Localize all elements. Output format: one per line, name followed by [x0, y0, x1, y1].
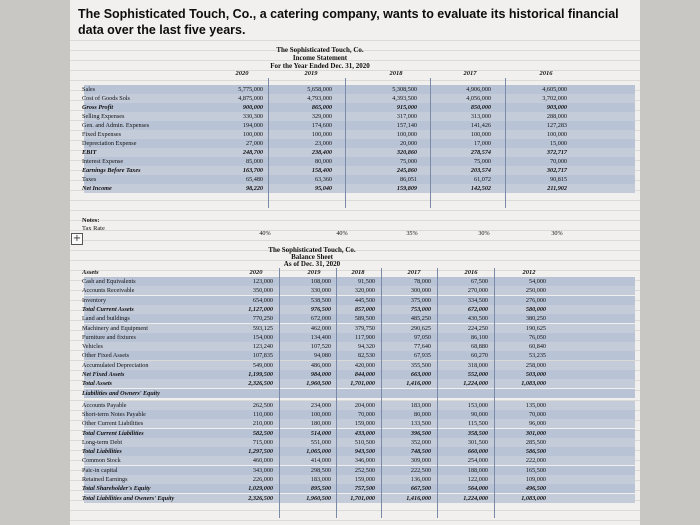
income-value: 159,809 [396, 185, 417, 192]
liability-value: 1,701,000 [350, 494, 375, 502]
income-year-header: 2019 [304, 70, 318, 77]
column-divider [336, 268, 337, 518]
liability-value: 165,500 [525, 466, 546, 474]
income-value: 100,000 [311, 131, 332, 138]
income-value: 330,300 [242, 113, 263, 120]
income-row-label: Taxes [82, 176, 97, 183]
balance-year-header: 2018 [351, 269, 365, 276]
income-value: 211,902 [547, 185, 567, 192]
income-value: 317,000 [396, 113, 417, 120]
income-value: 157,140 [396, 122, 417, 129]
income-value: 3,702,000 [542, 95, 567, 102]
asset-value: 77,640 [413, 343, 431, 351]
balance-year-header: 2020 [249, 269, 263, 276]
liability-value: 660,000 [467, 448, 488, 456]
liability-value: 346,000 [354, 457, 375, 465]
liability-value: 70,000 [357, 410, 375, 418]
asset-value: 420,000 [354, 361, 375, 369]
tax-rate-value: 30% [478, 230, 490, 237]
income-value: 203,574 [470, 167, 491, 174]
income-value: 17,000 [473, 140, 491, 147]
asset-value: 154,000 [252, 333, 273, 341]
grid-line [70, 220, 640, 221]
asset-value: 320,000 [354, 287, 375, 295]
liability-value: 1,297,500 [248, 448, 273, 456]
liability-value: 514,000 [310, 429, 331, 437]
income-value: 372,717 [546, 149, 567, 156]
income-value: 100,000 [242, 131, 263, 138]
income-row-label: Interest Expense [82, 158, 124, 165]
asset-value: 190,625 [525, 324, 546, 332]
income-value: 127,283 [546, 122, 567, 129]
income-value: 174,600 [311, 122, 332, 129]
income-value: 5,308,500 [392, 86, 417, 93]
asset-value: 82,530 [357, 352, 375, 360]
asset-value: 2,326,500 [248, 380, 273, 388]
income-year-header: 2017 [463, 70, 477, 77]
asset-row-label: Cash and Equivalents [82, 278, 136, 285]
asset-value: 580,000 [525, 305, 546, 313]
income-year-header: 2016 [539, 70, 553, 77]
tax-rate-label: Tax Rate [82, 225, 105, 232]
column-divider [437, 268, 438, 518]
income-value: 4,906,000 [466, 86, 491, 93]
asset-value: 486,000 [310, 361, 331, 369]
income-value: 15,000 [549, 140, 567, 147]
income-value: 903,000 [546, 104, 567, 111]
asset-row-label: Machinery and Equipment [82, 324, 148, 332]
liability-value: 1,960,500 [306, 494, 331, 502]
liability-value: 96,000 [528, 420, 546, 428]
asset-value: 672,000 [467, 305, 488, 313]
liability-value: 252,500 [354, 466, 375, 474]
liability-value: 159,000 [354, 476, 375, 483]
income-value: 4,056,000 [466, 95, 491, 102]
liability-value: 1,029,000 [248, 485, 273, 493]
asset-value: 117,900 [355, 333, 375, 341]
asset-value: 54,000 [528, 278, 546, 285]
liability-value: 582,500 [252, 429, 273, 437]
asset-value: 107,835 [252, 352, 273, 360]
column-divider [381, 268, 382, 518]
liability-value: 122,000 [467, 476, 488, 483]
liability-row-label: Other Current Liabilities [82, 420, 144, 428]
grid-line [70, 40, 640, 41]
grid-line [70, 200, 640, 201]
income-value: 900,000 [242, 104, 263, 111]
liability-row-label: Long-term Debt [82, 438, 123, 446]
asset-value: 654,000 [252, 296, 273, 304]
liability-value: 183,000 [410, 401, 431, 409]
liabilities-header: Liabilities and Owners' Equity [82, 389, 160, 397]
income-value: 4,875,000 [238, 95, 263, 102]
asset-value: 355,500 [410, 361, 431, 369]
liability-value: 90,000 [470, 410, 488, 418]
income-row-label: Gen. and Admin. Expenses [82, 122, 150, 129]
income-row-label: Selling Expenses [82, 113, 125, 120]
expand-plus-button[interactable]: + [72, 233, 82, 244]
grid-line [70, 510, 640, 511]
asset-row-label: Inventory [82, 296, 107, 304]
income-row-label: Gross Profit [82, 104, 114, 111]
liability-value: 460,000 [252, 457, 273, 465]
grid-line [70, 520, 640, 521]
liability-value: 510,500 [354, 438, 375, 446]
liability-value: 222,000 [525, 457, 546, 465]
asset-value: 984,000 [310, 371, 331, 378]
asset-value: 67,935 [413, 352, 431, 360]
asset-value: 485,250 [410, 315, 431, 323]
liability-value: 396,500 [410, 429, 431, 437]
liability-value: 80,000 [413, 410, 431, 418]
asset-value: 976,500 [310, 305, 331, 313]
liab-header-row [84, 389, 635, 398]
liability-row-label: Total Current Liabilities [82, 429, 144, 437]
liability-value: 895,500 [310, 485, 331, 493]
asset-value: 107,520 [310, 343, 331, 351]
asset-value: 375,000 [410, 296, 431, 304]
column-divider [505, 78, 506, 208]
liability-value: 222,500 [410, 466, 431, 474]
asset-value: 663,000 [410, 371, 431, 378]
asset-value: 67,500 [470, 278, 488, 285]
balance-year-header: 2019 [307, 269, 321, 276]
income-title-line: The Sophisticated Touch, Co. [276, 46, 364, 54]
asset-value: 134,400 [310, 333, 331, 341]
balance-title-line: Balance Sheet [291, 253, 333, 261]
liability-row-label: Retained Earnings [82, 476, 128, 483]
liability-value: 180,000 [310, 420, 331, 428]
liability-value: 748,500 [410, 448, 431, 456]
asset-value: 1,224,000 [463, 380, 488, 388]
liability-value: 496,500 [525, 485, 546, 493]
income-value: 80,000 [314, 158, 332, 165]
asset-value: 258,000 [525, 361, 546, 369]
income-year-header: 2020 [235, 70, 249, 77]
income-value: 75,000 [473, 158, 491, 165]
liability-value: 343,000 [252, 466, 273, 474]
asset-row-label: Net Fixed Assets [82, 371, 125, 378]
income-row-label: Net Income [82, 185, 112, 192]
liability-value: 226,000 [252, 476, 273, 483]
liability-value: 188,000 [467, 466, 488, 474]
income-row-label: Depreciation Expense [82, 140, 137, 147]
tax-rate-value: 35% [406, 230, 418, 237]
income-value: 61,072 [473, 176, 491, 183]
balance-year-header: 2012 [522, 269, 536, 276]
asset-value: 224,250 [467, 324, 488, 332]
asset-row-label: Total Assets [82, 380, 112, 388]
liability-value: 433,000 [354, 429, 375, 437]
liability-value: 715,000 [252, 438, 273, 446]
asset-value: 330,000 [310, 287, 331, 295]
liability-value: 210,000 [252, 420, 273, 428]
asset-value: 445,500 [354, 296, 375, 304]
asset-value: 250,000 [525, 287, 546, 295]
tax-rate-value: 40% [259, 230, 271, 237]
asset-row-label: Land and buildings [82, 315, 130, 323]
income-value: 302,717 [546, 167, 567, 174]
asset-value: 334,500 [467, 296, 488, 304]
liability-row-label: Paic-in capital [82, 466, 118, 474]
income-value: 100,000 [470, 131, 491, 138]
liability-value: 159,000 [354, 420, 375, 428]
column-divider [494, 268, 495, 518]
liability-value: 1,416,000 [406, 494, 431, 502]
asset-value: 53,235 [528, 352, 546, 360]
liability-value: 757,500 [354, 485, 375, 493]
balance-year-header: 2016 [464, 269, 478, 276]
asset-value: 94,320 [357, 343, 375, 351]
income-value: 100,000 [396, 131, 417, 138]
liability-value: 183,000 [310, 476, 331, 483]
asset-value: 844,000 [354, 371, 375, 378]
liability-row-label: Total Liabilities and Owners' Equity [82, 494, 175, 502]
income-title-line: Income Statement [292, 54, 348, 62]
liability-value: 285,500 [525, 438, 546, 446]
income-value: 100,000 [546, 131, 567, 138]
asset-value: 350,000 [252, 287, 273, 295]
asset-value: 857,000 [354, 305, 375, 313]
problem-heading: The Sophisticated Touch, Co., a catering company, wants to evaluate its historical financial data over the last five years. [78, 7, 619, 37]
income-value: 163,700 [242, 167, 263, 174]
asset-value: 380,250 [525, 315, 546, 323]
asset-row-label: Total Current Assets [82, 305, 134, 313]
income-value: 158,400 [311, 167, 332, 174]
column-divider [345, 78, 346, 208]
income-value: 27,000 [245, 140, 263, 147]
income-value: 5,658,000 [307, 86, 332, 93]
liability-value: 100,000 [310, 410, 331, 418]
asset-row-label: Vehicles [82, 343, 103, 351]
liability-value: 204,000 [354, 401, 375, 409]
income-value: 5,775,000 [238, 86, 263, 93]
grid-line [70, 210, 640, 211]
income-value: 245,860 [396, 167, 417, 174]
asset-value: 672,000 [310, 315, 331, 323]
liability-value: 133,500 [410, 420, 431, 428]
asset-value: 1,083,000 [521, 380, 546, 388]
liability-value: 1,065,000 [306, 448, 331, 456]
income-value: 75,000 [399, 158, 417, 165]
asset-value: 276,000 [525, 296, 546, 304]
assets-header: Assets [82, 269, 99, 276]
balance-title-line: The Sophisticated Touch, Co. [268, 246, 356, 254]
asset-value: 78,000 [413, 278, 431, 285]
asset-value: 462,000 [310, 324, 331, 332]
income-value: 141,426 [470, 122, 491, 129]
liability-value: 70,000 [528, 410, 546, 418]
asset-value: 770,250 [252, 315, 273, 323]
asset-value: 503,000 [525, 371, 546, 378]
liability-value: 109,000 [525, 476, 546, 483]
liability-value: 115,500 [468, 420, 488, 428]
asset-value: 1,960,500 [306, 380, 331, 388]
liability-value: 586,500 [525, 448, 546, 456]
liability-row-label: Accounts Payable [82, 401, 127, 409]
asset-value: 91,500 [357, 278, 375, 285]
income-value: 98,220 [245, 185, 263, 192]
liability-value: 298,500 [310, 466, 331, 474]
liability-value: 110,000 [253, 410, 273, 418]
income-value: 95,040 [314, 185, 332, 192]
asset-value: 593,125 [252, 324, 273, 332]
liability-value: 136,000 [410, 476, 431, 483]
asset-value: 1,199,500 [248, 371, 273, 378]
income-value: 23,000 [314, 140, 332, 147]
asset-value: 589,500 [354, 315, 375, 323]
income-value: 248,700 [242, 149, 263, 156]
asset-value: 552,000 [467, 371, 488, 378]
income-year-header: 2018 [389, 70, 403, 77]
asset-value: 270,000 [467, 287, 488, 295]
income-row-label: EBIT [82, 149, 97, 156]
liability-value: 153,000 [467, 401, 488, 409]
income-row-label: Cost of Goods Sols [82, 95, 130, 102]
asset-value: 538,500 [310, 296, 331, 304]
income-value: 4,393,500 [392, 95, 417, 102]
asset-value: 60,840 [528, 343, 546, 351]
balance-title-line: As of Dec. 31, 2020 [283, 260, 341, 268]
grid-line [70, 240, 640, 241]
column-divider [430, 78, 431, 208]
asset-value: 379,750 [354, 324, 375, 332]
asset-value: 1,127,000 [248, 305, 273, 313]
asset-value: 290,625 [410, 324, 431, 332]
asset-value: 86,100 [470, 333, 488, 341]
asset-value: 76,050 [528, 333, 546, 341]
liability-row-label: Common Stock [82, 457, 121, 465]
liability-value: 1,224,000 [463, 494, 488, 502]
asset-value: 68,880 [470, 343, 488, 351]
income-value: 63,360 [314, 176, 332, 183]
liability-value: 309,000 [410, 457, 431, 465]
liability-value: 1,083,000 [521, 494, 546, 502]
asset-value: 1,416,000 [406, 380, 431, 388]
income-title-line: For the Year Ended Dec. 31, 2020 [270, 62, 370, 70]
grid-line [70, 80, 640, 81]
asset-row-label: Furniture and fixtures [82, 333, 136, 341]
income-value: 915,000 [396, 104, 417, 111]
liability-value: 301,000 [525, 429, 546, 437]
asset-row-label: Other Fixed Assets [82, 352, 130, 360]
liability-value: 234,000 [310, 401, 331, 409]
notes-title: Notes: [82, 217, 100, 224]
liability-value: 414,000 [310, 457, 331, 465]
liability-value: 254,000 [467, 457, 488, 465]
asset-value: 549,000 [252, 361, 273, 369]
income-row-label: Earnings Before Taxes [82, 167, 141, 174]
liability-row-label: Total Liabilities [82, 448, 122, 456]
income-value: 850,000 [470, 104, 491, 111]
income-value: 70,000 [549, 158, 567, 165]
asset-value: 1,701,000 [350, 380, 375, 388]
column-divider [268, 78, 269, 208]
liability-value: 551,000 [310, 438, 331, 446]
income-value: 313,000 [470, 113, 491, 120]
asset-value: 123,240 [252, 343, 273, 351]
liability-value: 262,500 [252, 401, 273, 409]
income-value: 194,000 [242, 122, 263, 129]
liability-value: 352,000 [410, 438, 431, 446]
asset-row-label: Accumulated Depreciation [82, 361, 149, 369]
liability-value: 2,326,500 [248, 494, 273, 502]
income-value: 4,605,000 [542, 86, 567, 93]
tax-rate-value: 30% [551, 230, 563, 237]
asset-row-label: Accounts Receivable [82, 287, 135, 295]
income-value: 65,480 [245, 176, 263, 183]
liability-value: 135,000 [525, 401, 546, 409]
asset-value: 123,000 [252, 278, 273, 285]
income-value: 320,860 [396, 149, 417, 156]
income-value: 142,502 [470, 185, 491, 192]
asset-value: 108,000 [310, 278, 331, 285]
liability-value: 667,500 [410, 485, 431, 493]
asset-value: 300,000 [410, 287, 431, 295]
income-value: 4,793,000 [307, 95, 332, 102]
income-row-label: Sales [82, 86, 96, 93]
income-value: 20,000 [399, 140, 417, 147]
asset-value: 94,080 [313, 352, 331, 360]
balance-year-header: 2017 [407, 269, 421, 276]
income-value: 329,000 [311, 113, 332, 120]
income-value: 288,000 [546, 113, 567, 120]
liability-value: 943,500 [354, 448, 375, 456]
asset-value: 753,000 [410, 305, 431, 313]
liability-value: 301,500 [467, 438, 488, 446]
income-value: 90,815 [549, 176, 567, 183]
asset-value: 60,270 [470, 352, 488, 360]
asset-value: 97,050 [413, 333, 431, 341]
income-value: 238,400 [311, 149, 332, 156]
tax-rate-value: 40% [336, 230, 348, 237]
liability-value: 564,000 [467, 485, 488, 493]
income-value: 278,574 [470, 149, 491, 156]
income-row-label: Fixed Expenses [82, 131, 122, 138]
asset-value: 318,000 [467, 361, 488, 369]
liability-value: 358,500 [467, 429, 488, 437]
column-divider [279, 268, 280, 518]
income-value: 865,000 [311, 104, 332, 111]
income-value: 86,051 [399, 176, 417, 183]
asset-value: 430,500 [467, 315, 488, 323]
liability-row-label: Short-term Notes Payable [82, 410, 146, 418]
income-value: 85,000 [245, 158, 263, 165]
liability-row-label: Total Shareholder's Equity [82, 485, 151, 493]
